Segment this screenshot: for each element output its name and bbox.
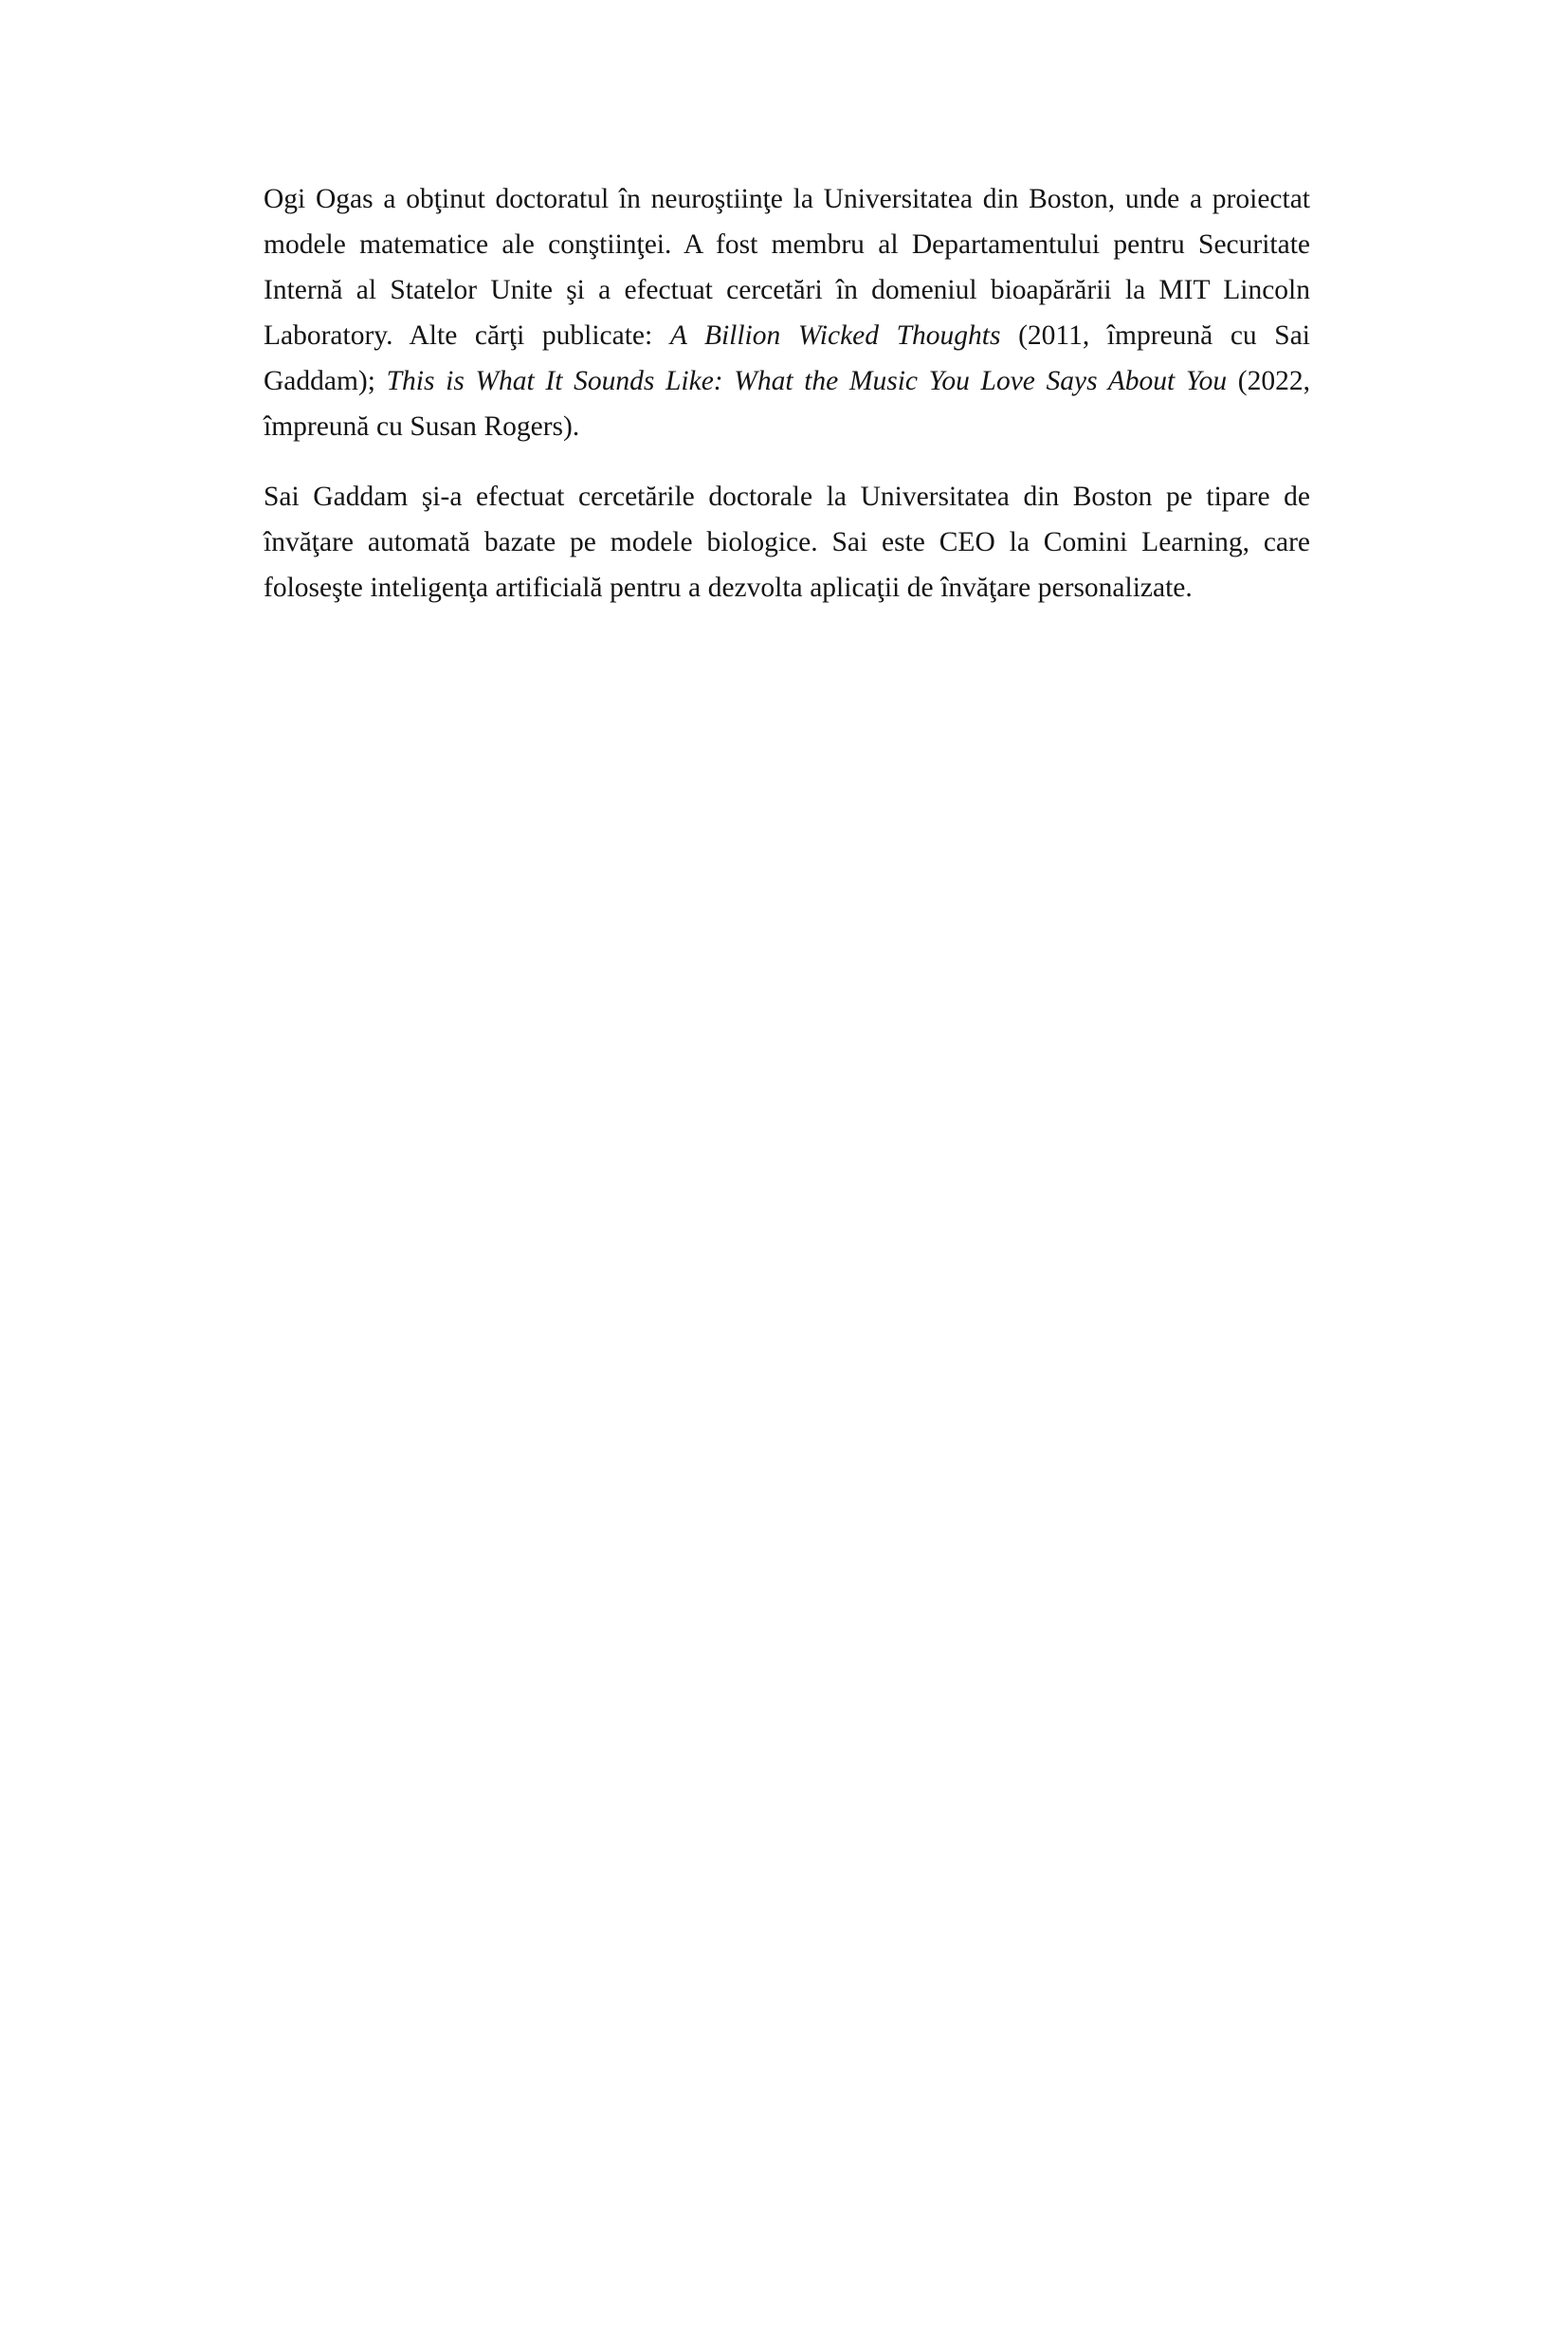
run-text: (2011, împreună cu Sai Gaddam); [264,320,1310,396]
paragraph-bio-sai-gaddam [264,474,1310,611]
run-title-italic: This is What It Sounds Like: What the Music You Love Says About You [386,366,1228,396]
paragraph-bio-ogi-ogas [264,176,1310,449]
run-title-italic: A Billion Wicked Thoughts [669,320,1001,351]
run-text: Sai Gaddam şi-a efectuat cercetările doctorale la Universitatea din Boston pe tipare de învăţare automată bazate pe modele biologice. Sai este CEO la Comini Learning, care foloseşte inteligenţa artificială pentru a dezvolta aplicaţii de învăţare personalizate. [264,482,1310,603]
run-text: (2022, împreună cu Susan Rogers). [264,366,1310,442]
text-column [264,176,1310,611]
run-text: Ogi Ogas a obţinut doctoratul în neuroştiinţe la Universitatea din Boston, unde a proiectat modele matematice ale conştiinţei. A fost membru al Departamentului pentru Securitate Internă al Statelor Unite şi a efectuat cercetări în domeniul bioapărării la MIT Lincoln Laboratory. Alte cărţi publicate: [264,184,1310,351]
